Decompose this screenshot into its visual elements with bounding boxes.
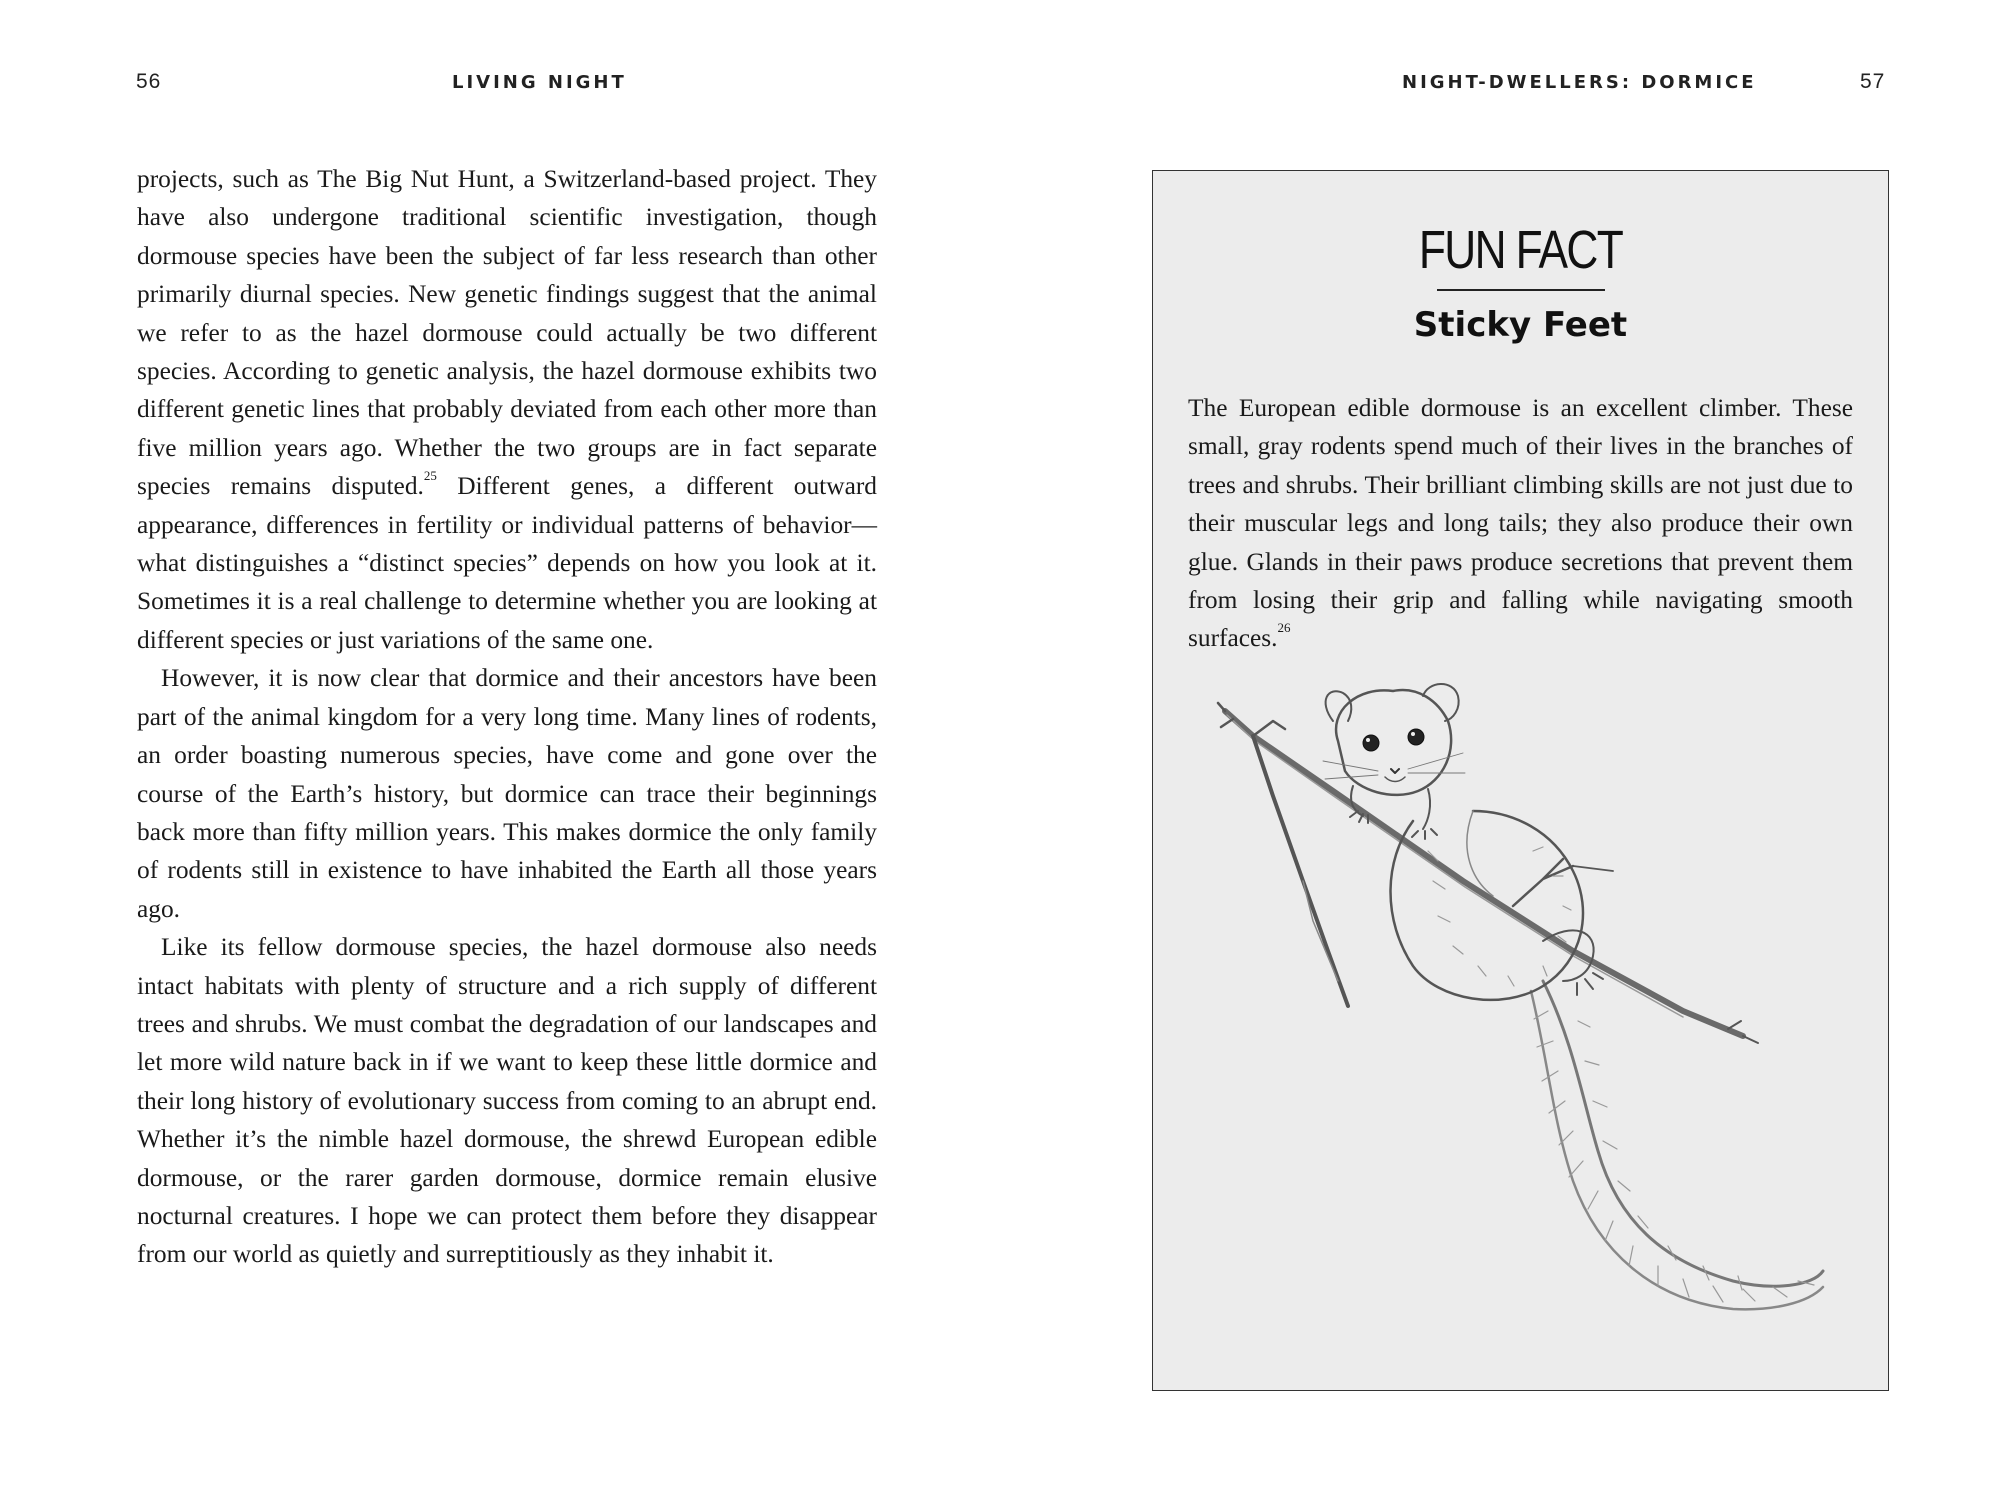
paragraph (1188, 389, 1853, 658)
fun-fact-subtitle: Sticky Feet (1413, 305, 1628, 345)
footnote-ref: 26 (1277, 620, 1291, 636)
paragraph-text: The European edible dormouse is an excellent climber. These small, gray rodents spend much of their lives in the branches of trees and shrubs. Their brilliant climbing skills are not just due to their muscular legs and long tails; they also produce their own glue. Glands in their paws produce secretions that prevent them from losing their grip and falling while navigating smooth surfaces. (1188, 394, 1853, 653)
right-page (1000, 0, 2000, 1500)
footnote-ref: 25 (423, 468, 437, 484)
running-head: NIGHT-DWELLERS: DORMICE (1402, 72, 1757, 93)
page-number: 57 (1860, 70, 1886, 93)
fun-fact-title: FUN FACT (1418, 220, 1623, 280)
title-divider (1437, 289, 1605, 291)
paragraph (137, 160, 877, 659)
running-head: LIVING NIGHT (452, 72, 627, 93)
fun-fact-box (1152, 170, 1889, 1391)
paragraph-text: Different genes, a different outward appearance, differences in fertility or individual patterns of behavior—what distinguishes a “distinct species” depends on how you look at it. Sometimes it is a real challenge to determine whether you are looking at different species or just variations of the same one. (137, 472, 877, 654)
dormouse-illustration-icon (1213, 681, 1833, 1341)
fun-fact-text (1188, 389, 1853, 658)
body-text (137, 160, 877, 1274)
paragraph-text: projects, such as The Big Nut Hunt, a Switzerland-based project. They have also undergone traditional scientific investigation, though dormouse species have been the subject of far less research than other primarily diurnal species. New genetic findings suggest that the animal we refer to as the hazel dormouse could actually be two different species. According to genetic analysis, the hazel dormouse exhibits two different genetic lines that probably deviated from each other more than five million years ago. Whether the two groups are in fact separate species remains disputed. (137, 165, 877, 501)
paragraph: However, it is now clear that dormice and their ancestors have been part of the animal kingdom for a very long time. Many lines of rodents, an order boasting numerous species, have come and gone over the course of the Earth’s history, but dormice can trace their beginnings back more than fifty million years. This makes dormice the only family of rodents still in existence to have inhabited the Earth all those years ago. (137, 664, 877, 923)
paragraph: Like its fellow dormouse species, the hazel dormouse also needs intact habitats with plenty of structure and a rich supply of different trees and shrubs. We must combat the degradation of our landscapes and let more wild nature back in if we want to keep these little dormice and their long history of evolutionary success from coming to an abrupt end. Whether it’s the nimble hazel dormouse, the shrewd European edible dormouse, or the rarer garden dormouse, dormice remain elusive nocturnal creatures. I hope we can protect them before they disappear from our world as quietly and surreptitiously as they inhabit it. (137, 933, 877, 1269)
page-number: 56 (136, 70, 162, 93)
